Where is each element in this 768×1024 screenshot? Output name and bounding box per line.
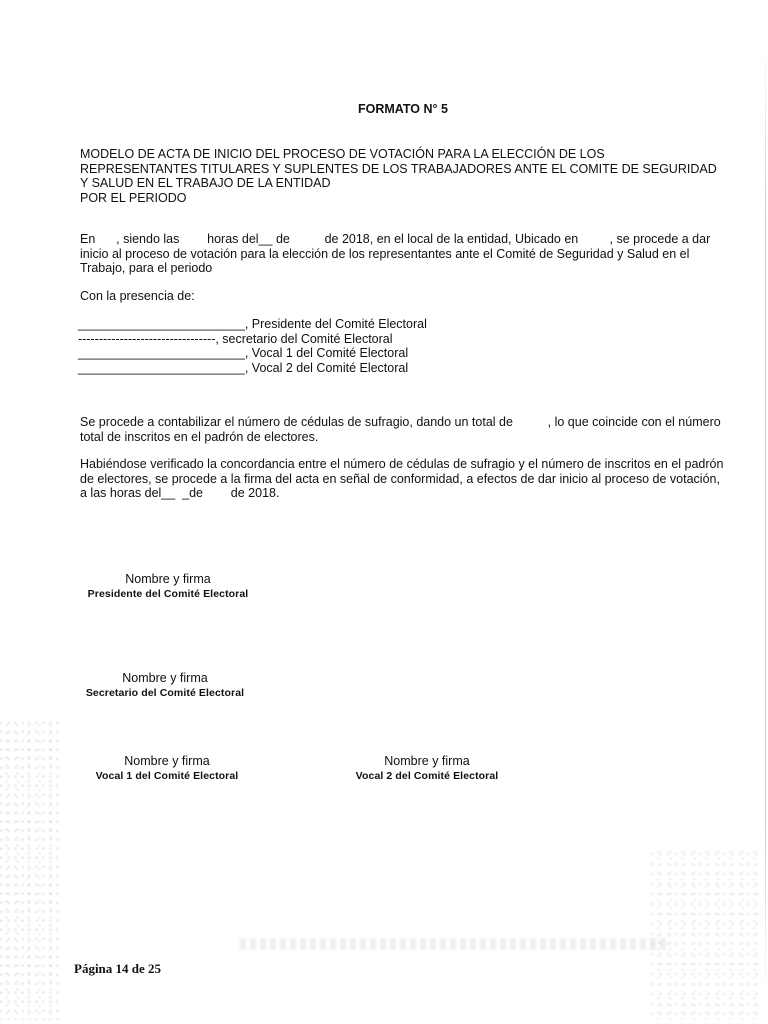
member-line-president: ________________________, Presidente del Comité Electoral — [78, 317, 427, 331]
page-number: Página 14 de 25 — [74, 961, 162, 976]
paragraph-line: Habiéndose verificado la concordancia entre el número de cédulas de sufragio y el número de inscritos en el padrón — [80, 457, 724, 471]
members-list — [78, 317, 427, 375]
member-line-vocal2: ________________________, Vocal 2 del Comité Electoral — [78, 360, 409, 375]
signature-role: Secretario del Comité Electoral — [85, 687, 245, 699]
paragraph-line: de electores, se procede a la firma del acta en señal de conformidad, a efectos de dar inicio al proceso de votación, — [80, 471, 720, 486]
document-title: FORMATO N° 5 — [358, 102, 448, 116]
signature-block-vocal2 — [337, 754, 517, 784]
signature-role: Vocal 1 del Comité Electoral — [95, 770, 239, 782]
paragraph-line: inicio al proceso de votación para la elección de los representantes ante el Comité de Seguridad y Salud en el — [80, 246, 690, 261]
heading-line: REPRESENTANTES TITULARES Y SUPLENTES DE LOS TRABAJADORES ANTE EL COMITE DE SEGURIDAD — [80, 161, 717, 176]
paragraph-line: En , siendo las horas del__ de de 2018, en el local de la entidad, Ubicado en , se procede a dar — [80, 232, 711, 246]
scan-edge — [765, 40, 766, 1000]
presence-label: Con la presencia de: — [80, 289, 195, 303]
heading-line: POR EL PERIODO — [80, 190, 187, 205]
signature-role: Vocal 2 del Comité Electoral — [355, 770, 499, 782]
scan-noise-right — [650, 850, 760, 1020]
signature-block-vocal1 — [77, 754, 257, 784]
member-line-vocal1: ________________________, Vocal 1 del Comité Electoral — [78, 346, 409, 360]
signature-block-president — [78, 572, 258, 602]
intro-paragraph — [80, 232, 745, 276]
signature-label: Nombre y firma — [384, 754, 470, 768]
paragraph-line: Trabajo, para el periodo — [80, 261, 213, 275]
count-paragraph — [80, 415, 721, 444]
paragraph-line: total de inscritos en el padrón de electores. — [80, 429, 319, 444]
signature-label: Nombre y firma — [124, 754, 210, 768]
heading-line: Y SALUD EN EL TRABAJO DE LA ENTIDAD — [80, 176, 331, 190]
signature-role: Presidente del Comité Electoral — [87, 588, 249, 600]
signature-label: Nombre y firma — [122, 671, 208, 685]
scan-bleed-through — [240, 938, 670, 950]
signature-label: Nombre y firma — [125, 572, 211, 586]
verification-paragraph — [80, 457, 723, 501]
paragraph-line: Se procede a contabilizar el número de cédulas de sufragio, dando un total de , lo que coincide con el número — [80, 415, 721, 429]
signature-block-secretary — [75, 671, 255, 701]
scan-noise-left — [0, 720, 60, 1020]
heading-line: MODELO DE ACTA DE INICIO DEL PROCESO DE VOTACIÓN PARA LA ELECCIÓN DE LOS — [80, 147, 605, 161]
member-line-secretary: ---------------------------------, secretario del Comité Electoral — [78, 331, 393, 346]
paragraph-line: a las horas del__ _de de 2018. — [80, 486, 280, 500]
document-heading — [80, 147, 745, 205]
